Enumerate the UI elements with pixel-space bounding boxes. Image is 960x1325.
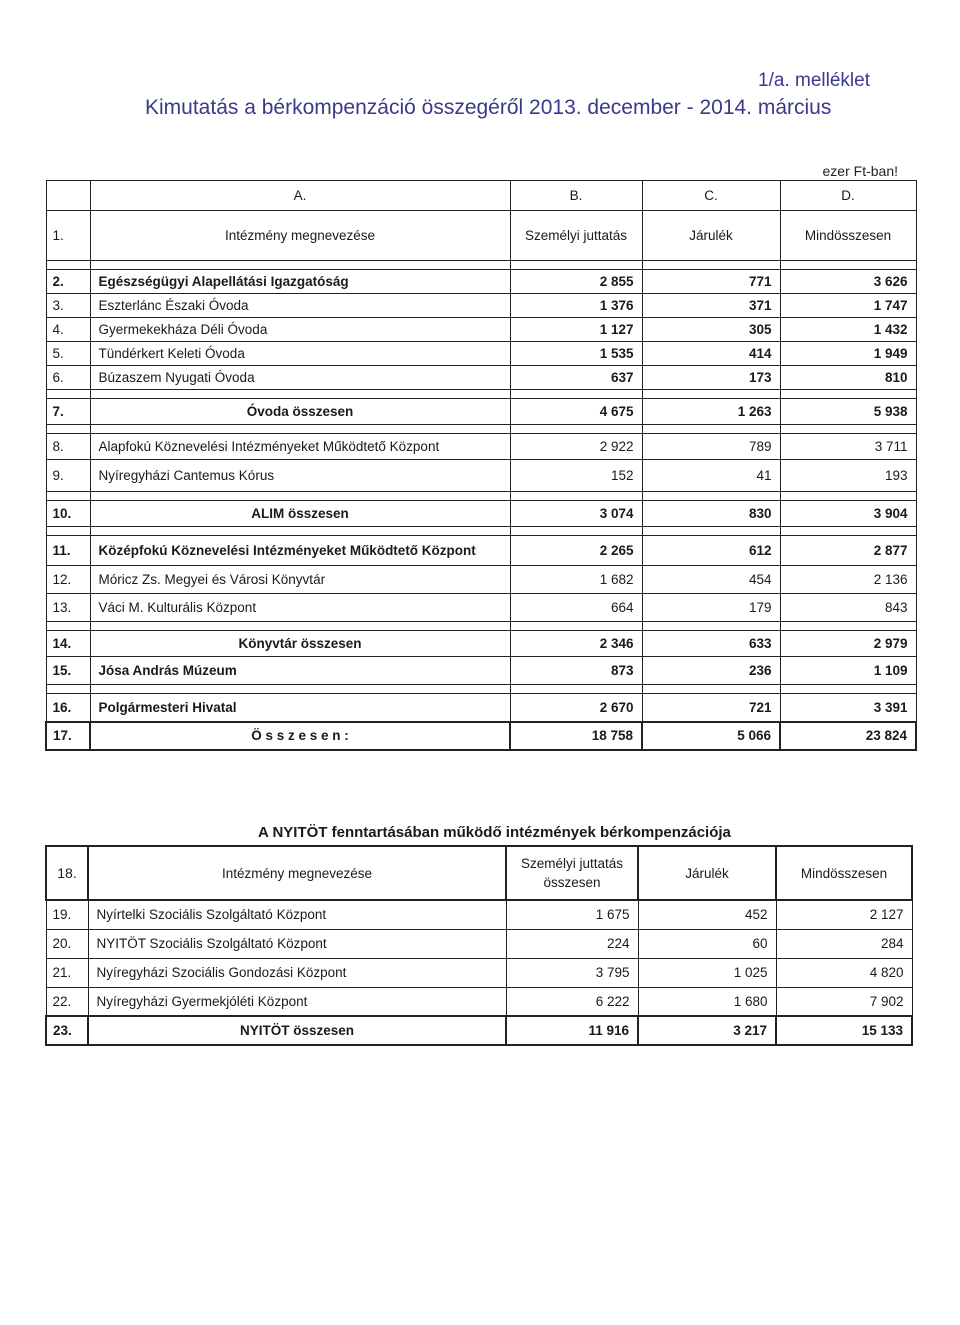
row-personal: 4 675 — [510, 399, 642, 425]
header-row — [46, 846, 912, 900]
nyitot-table — [45, 845, 913, 1046]
row-name: Polgármesteri Hivatal — [90, 694, 510, 722]
row-contrib: 830 — [642, 501, 780, 527]
row-total: 3 711 — [780, 434, 916, 460]
table-row — [46, 434, 916, 460]
row-num: 15. — [46, 657, 90, 685]
row-name: Móricz Zs. Megyei és Városi Könyvtár — [90, 566, 510, 594]
header-num: 18. — [46, 846, 88, 900]
nyitot-subtitle: A NYITÖT fenntartásában működő intézmények bérkompenzációja — [258, 824, 731, 841]
subtotal-row — [46, 501, 916, 527]
row-personal: 2 670 — [510, 694, 642, 722]
row-contrib: 1 025 — [638, 958, 776, 987]
table-row — [46, 294, 916, 318]
row-total: 2 127 — [776, 900, 912, 929]
table-row — [46, 958, 912, 987]
header-personal: Személyi juttatás — [510, 211, 642, 261]
row-num: 10. — [46, 501, 90, 527]
row-total: 7 902 — [776, 987, 912, 1016]
row-name: Eszterlánc Északi Óvoda — [90, 294, 510, 318]
row-num: 6. — [46, 366, 90, 390]
row-personal: 6 222 — [506, 987, 638, 1016]
row-num: 17. — [46, 722, 90, 750]
header-name: Intézmény megnevezése — [88, 846, 506, 900]
row-contrib: 173 — [642, 366, 780, 390]
row-total: 3 391 — [780, 694, 916, 722]
row-name: Búzaszem Nyugati Óvoda — [90, 366, 510, 390]
row-contrib: 612 — [642, 536, 780, 566]
table-row — [46, 566, 916, 594]
row-total: 810 — [780, 366, 916, 390]
row-num: 23. — [46, 1016, 88, 1045]
row-contrib: 305 — [642, 318, 780, 342]
row-personal: 637 — [510, 366, 642, 390]
row-name: Tündérkert Keleti Óvoda — [90, 342, 510, 366]
row-name: Egészségügyi Alapellátási Igazgatóság — [90, 270, 510, 294]
row-num: 8. — [46, 434, 90, 460]
table-row — [46, 987, 912, 1016]
table-row — [46, 536, 916, 566]
row-total: 23 824 — [780, 722, 916, 750]
row-num: 7. — [46, 399, 90, 425]
row-personal: 1 376 — [510, 294, 642, 318]
row-total: 1 432 — [780, 318, 916, 342]
row-personal: 18 758 — [510, 722, 642, 750]
table-row — [46, 342, 916, 366]
column-letters-row — [46, 181, 916, 211]
row-total: 3 626 — [780, 270, 916, 294]
row-num: 12. — [46, 566, 90, 594]
row-personal: 1 127 — [510, 318, 642, 342]
row-name: Alapfokú Köznevelési Intézményeket Működtető Központ — [90, 434, 510, 460]
row-num: 3. — [46, 294, 90, 318]
row-total: 15 133 — [776, 1016, 912, 1045]
row-contrib: 789 — [642, 434, 780, 460]
row-contrib: 414 — [642, 342, 780, 366]
page-title: Kimutatás a bérkompenzáció összegéről 2013. december - 2014. március — [145, 96, 832, 119]
grand-total-row — [46, 1016, 912, 1045]
row-name: NYITÖT Szociális Szolgáltató Központ — [88, 929, 506, 958]
row-name: ALIM összesen — [90, 501, 510, 527]
row-contrib: 1 680 — [638, 987, 776, 1016]
row-total: 843 — [780, 594, 916, 622]
compensation-table — [45, 180, 917, 751]
table-row — [46, 270, 916, 294]
header-contrib: Járulék — [638, 846, 776, 900]
table-row — [46, 694, 916, 722]
row-total: 1 747 — [780, 294, 916, 318]
table-row — [46, 900, 912, 929]
row-contrib: 60 — [638, 929, 776, 958]
row-num: 22. — [46, 987, 88, 1016]
col-letter-a: A. — [90, 181, 510, 211]
row-total: 193 — [780, 460, 916, 492]
table-row — [46, 366, 916, 390]
table-row — [46, 929, 912, 958]
row-num: 4. — [46, 318, 90, 342]
header-personal-line1: Személyi juttatás — [520, 856, 624, 871]
row-total: 2 877 — [780, 536, 916, 566]
row-name: Ö s s z e s e n : — [90, 722, 510, 750]
table-row — [46, 460, 916, 492]
row-num: 2. — [46, 270, 90, 294]
row-contrib: 721 — [642, 694, 780, 722]
row-total: 3 904 — [780, 501, 916, 527]
row-total: 1 109 — [780, 657, 916, 685]
row-num: 14. — [46, 631, 90, 657]
grand-total-row — [46, 722, 916, 750]
row-personal: 3 795 — [506, 958, 638, 987]
row-contrib: 371 — [642, 294, 780, 318]
row-personal: 2 922 — [510, 434, 642, 460]
row-contrib: 5 066 — [642, 722, 780, 750]
row-contrib: 179 — [642, 594, 780, 622]
row-name: Nyíregyházi Szociális Gondozási Központ — [88, 958, 506, 987]
row-name: Óvoda összesen — [90, 399, 510, 425]
attachment-label: 1/a. melléklet — [758, 70, 870, 91]
row-name: Váci M. Kulturális Központ — [90, 594, 510, 622]
row-num: 9. — [46, 460, 90, 492]
row-total: 1 949 — [780, 342, 916, 366]
header-contrib: Járulék — [642, 211, 780, 261]
row-personal: 873 — [510, 657, 642, 685]
row-personal: 224 — [506, 929, 638, 958]
header-row — [46, 211, 916, 261]
table-row — [46, 318, 916, 342]
row-name: Jósa András Múzeum — [90, 657, 510, 685]
row-num: 5. — [46, 342, 90, 366]
row-total: 5 938 — [780, 399, 916, 425]
row-contrib: 771 — [642, 270, 780, 294]
table-row — [46, 594, 916, 622]
row-total: 4 820 — [776, 958, 912, 987]
row-num: 21. — [46, 958, 88, 987]
unit-note: ezer Ft-ban! — [822, 163, 898, 179]
row-contrib: 454 — [642, 566, 780, 594]
header-num: 1. — [46, 211, 90, 261]
subtotal-row — [46, 631, 916, 657]
row-num: 11. — [46, 536, 90, 566]
row-name: Nyírtelki Szociális Szolgáltató Központ — [88, 900, 506, 929]
row-name: Gyermekekháza Déli Óvoda — [90, 318, 510, 342]
row-contrib: 1 263 — [642, 399, 780, 425]
row-num: 19. — [46, 900, 88, 929]
row-name: Középfokú Köznevelési Intézményeket Működtető Központ — [90, 536, 510, 566]
row-personal: 1 535 — [510, 342, 642, 366]
row-personal: 1 682 — [510, 566, 642, 594]
subtotal-row — [46, 399, 916, 425]
row-num: 20. — [46, 929, 88, 958]
row-name: Könyvtár összesen — [90, 631, 510, 657]
row-contrib: 633 — [642, 631, 780, 657]
header-name: Intézmény megnevezése — [90, 211, 510, 261]
table-row — [46, 657, 916, 685]
row-personal: 11 916 — [506, 1016, 638, 1045]
row-total: 2 979 — [780, 631, 916, 657]
row-name: Nyíregyházi Gyermekjóléti Központ — [88, 987, 506, 1016]
row-contrib: 236 — [642, 657, 780, 685]
row-personal: 3 074 — [510, 501, 642, 527]
row-personal: 2 855 — [510, 270, 642, 294]
header-total: Mindösszesen — [776, 846, 912, 900]
header-personal-line2: összesen — [543, 875, 601, 890]
row-total: 284 — [776, 929, 912, 958]
row-contrib: 41 — [642, 460, 780, 492]
row-num: 16. — [46, 694, 90, 722]
row-name: NYITÖT összesen — [88, 1016, 506, 1045]
col-letter-b: B. — [510, 181, 642, 211]
row-total: 2 136 — [780, 566, 916, 594]
header-personal — [506, 846, 638, 900]
row-name: Nyíregyházi Cantemus Kórus — [90, 460, 510, 492]
row-personal: 664 — [510, 594, 642, 622]
header-total: Mindösszesen — [780, 211, 916, 261]
row-contrib: 3 217 — [638, 1016, 776, 1045]
row-num: 13. — [46, 594, 90, 622]
row-personal: 2 346 — [510, 631, 642, 657]
row-personal: 152 — [510, 460, 642, 492]
row-personal: 2 265 — [510, 536, 642, 566]
row-contrib: 452 — [638, 900, 776, 929]
row-personal: 1 675 — [506, 900, 638, 929]
col-letter-d: D. — [780, 181, 916, 211]
col-letter-c: C. — [642, 181, 780, 211]
